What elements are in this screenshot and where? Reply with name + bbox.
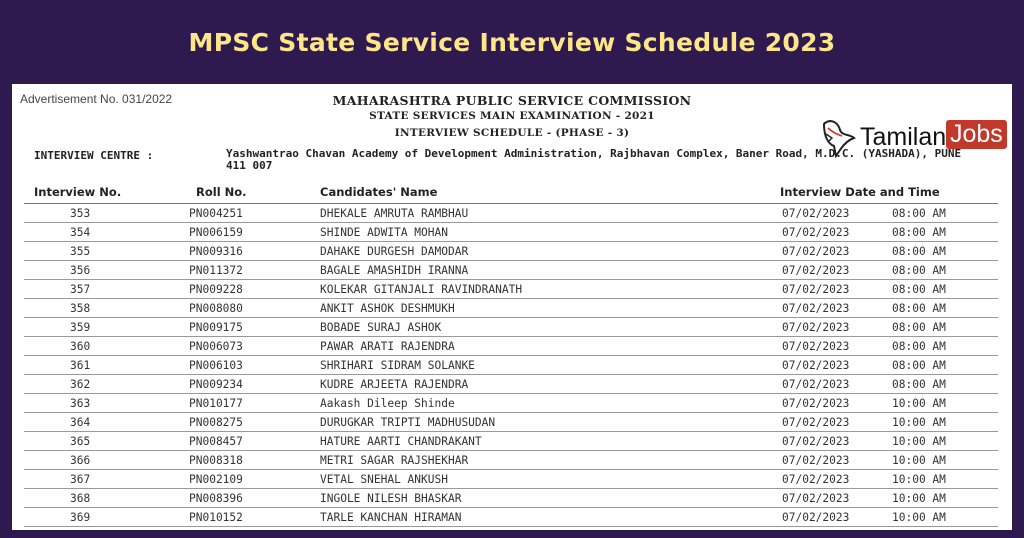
cell-roll-no: PN008318 [189, 454, 243, 467]
table-row [12, 204, 1012, 223]
cell-roll-no: PN008275 [189, 416, 243, 429]
cell-roll-no: PN009175 [189, 321, 243, 334]
cell-roll-no: PN004251 [189, 207, 243, 220]
cell-interview-no: 365 [70, 435, 91, 448]
table-row [12, 413, 1012, 432]
cell-roll-no: PN009316 [189, 245, 243, 258]
cell-interview-time: 10:00 AM [892, 397, 946, 410]
cell-candidate-name: Aakash Dileep Shinde [320, 397, 455, 410]
cell-interview-date: 07/02/2023 [782, 321, 850, 334]
cell-interview-no: 357 [70, 283, 91, 296]
table-header [12, 182, 1012, 204]
header-candidate-name: Candidates' Name [320, 185, 438, 199]
table-row [12, 337, 1012, 356]
interview-centre-address: Yashwantrao Chavan Academy of Development Administration, Rajbhavan Complex, Baner Road, M.D.C. (YASHADA), PUNE 411 007 [226, 147, 962, 172]
cell-interview-date: 07/02/2023 [782, 302, 850, 315]
cell-interview-time: 08:00 AM [892, 378, 946, 391]
cell-candidate-name: VETAL SNEHAL ANKUSH [320, 473, 448, 486]
table-row [12, 375, 1012, 394]
cell-interview-no: 354 [70, 226, 91, 239]
schedule-heading: INTERVIEW SCHEDULE - (PHASE - 3) [394, 127, 630, 139]
cell-candidate-name: METRI SAGAR RAJSHEKHAR [320, 454, 469, 467]
cell-candidate-name: PAWAR ARATI RAJENDRA [320, 340, 455, 353]
cell-interview-no: 355 [70, 245, 91, 258]
cell-interview-no: 367 [70, 473, 91, 486]
cell-interview-time: 08:00 AM [892, 207, 946, 220]
cell-interview-date: 07/02/2023 [782, 207, 850, 220]
cell-interview-date: 07/02/2023 [782, 492, 850, 505]
cell-candidate-name: KUDRE ARJEETA RAJENDRA [320, 378, 469, 391]
cell-interview-date: 07/02/2023 [782, 454, 850, 467]
cell-candidate-name: BAGALE AMASHIDH IRANNA [320, 264, 469, 277]
cell-interview-time: 08:00 AM [892, 283, 946, 296]
table-row [12, 299, 1012, 318]
header-date-time: Interview Date and Time [780, 185, 940, 199]
table-row [12, 508, 1012, 527]
schedule-document [12, 84, 1012, 530]
header-roll-no: Roll No. [196, 185, 247, 199]
cell-interview-date: 07/02/2023 [782, 378, 850, 391]
cell-candidate-name: SHRIHARI SIDRAM SOLANKE [320, 359, 475, 372]
cell-interview-date: 07/02/2023 [782, 283, 850, 296]
cell-roll-no: PN008396 [189, 492, 243, 505]
cell-interview-no: 363 [70, 397, 91, 410]
cell-interview-time: 10:00 AM [892, 454, 946, 467]
cell-interview-time: 10:00 AM [892, 435, 946, 448]
cell-candidate-name: DAHAKE DURGESH DAMODAR [320, 245, 469, 258]
cell-candidate-name: HATURE AARTI CHANDRAKANT [320, 435, 482, 448]
commission-heading: MAHARASHTRA PUBLIC SERVICE COMMISSION [332, 93, 692, 108]
cell-interview-no: 364 [70, 416, 91, 429]
cell-roll-no: PN010177 [189, 397, 243, 410]
cell-candidate-name: TARLE KANCHAN HIRAMAN [320, 511, 462, 524]
cell-interview-time: 08:00 AM [892, 264, 946, 277]
logo-accent-text: Jobs [946, 120, 1007, 149]
table-row [12, 356, 1012, 375]
cell-candidate-name: ANKIT ASHOK DESHMUKH [320, 302, 455, 315]
schedule-table-body [12, 204, 1012, 527]
cell-interview-date: 07/02/2023 [782, 245, 850, 258]
cell-candidate-name: DHEKALE AMRUTA RAMBHAU [320, 207, 469, 220]
cell-interview-no: 362 [70, 378, 91, 391]
cell-interview-no: 353 [70, 207, 91, 220]
cell-roll-no: PN008457 [189, 435, 243, 448]
exam-heading: STATE SERVICES MAIN EXAMINATION - 2021 [369, 110, 655, 122]
cell-interview-no: 369 [70, 511, 91, 524]
cell-roll-no: PN008080 [189, 302, 243, 315]
cell-interview-no: 368 [70, 492, 91, 505]
cell-interview-time: 08:00 AM [892, 302, 946, 315]
cell-roll-no: PN009228 [189, 283, 243, 296]
cell-interview-time: 08:00 AM [892, 245, 946, 258]
table-row [12, 394, 1012, 413]
cell-roll-no: PN006073 [189, 340, 243, 353]
table-row [12, 470, 1012, 489]
table-row [12, 318, 1012, 337]
cell-roll-no: PN009234 [189, 378, 243, 391]
cell-interview-no: 358 [70, 302, 91, 315]
cell-interview-date: 07/02/2023 [782, 435, 850, 448]
cell-interview-no: 359 [70, 321, 91, 334]
cell-interview-time: 10:00 AM [892, 473, 946, 486]
cell-candidate-name: DURUGKAR TRIPTI MADHUSUDAN [320, 416, 496, 429]
cell-interview-date: 07/02/2023 [782, 226, 850, 239]
cell-interview-time: 10:00 AM [892, 492, 946, 505]
header-interview-no: Interview No. [34, 185, 122, 199]
cell-interview-no: 366 [70, 454, 91, 467]
cell-interview-date: 07/02/2023 [782, 340, 850, 353]
cell-interview-date: 07/02/2023 [782, 416, 850, 429]
cell-interview-no: 361 [70, 359, 91, 372]
cell-roll-no: PN002109 [189, 473, 243, 486]
logo-brand-text: Tamilan [860, 123, 947, 151]
cell-interview-time: 10:00 AM [892, 511, 946, 524]
cell-interview-date: 07/02/2023 [782, 359, 850, 372]
table-row [12, 242, 1012, 261]
table-row [12, 223, 1012, 242]
advertisement-number: Advertisement No. 031/2022 [20, 92, 173, 106]
cell-roll-no: PN010152 [189, 511, 243, 524]
cell-interview-time: 08:00 AM [892, 340, 946, 353]
cell-roll-no: PN006103 [189, 359, 243, 372]
row-divider [24, 526, 998, 527]
interview-centre-label: INTERVIEW CENTRE : [34, 149, 154, 162]
cell-interview-time: 08:00 AM [892, 226, 946, 239]
cell-interview-date: 07/02/2023 [782, 264, 850, 277]
cell-candidate-name: KOLEKAR GITANJALI RAVINDRANATH [320, 283, 523, 296]
cell-interview-time: 08:00 AM [892, 321, 946, 334]
cell-interview-no: 360 [70, 340, 91, 353]
cell-roll-no: PN006159 [189, 226, 243, 239]
cell-candidate-name: INGOLE NILESH BHASKAR [320, 492, 462, 505]
page-title: MPSC State Service Interview Schedule 2023 [188, 28, 836, 57]
cell-candidate-name: BOBADE SURAJ ASHOK [320, 321, 442, 334]
cell-interview-date: 07/02/2023 [782, 473, 850, 486]
table-row [12, 432, 1012, 451]
cell-interview-date: 07/02/2023 [782, 397, 850, 410]
cell-roll-no: PN011372 [189, 264, 243, 277]
table-row [12, 280, 1012, 299]
cell-interview-date: 07/02/2023 [782, 511, 850, 524]
table-row [12, 489, 1012, 508]
table-row [12, 451, 1012, 470]
cell-interview-no: 356 [70, 264, 91, 277]
cell-interview-time: 08:00 AM [892, 359, 946, 372]
cell-candidate-name: SHINDE ADWITA MOHAN [320, 226, 448, 239]
cell-interview-time: 10:00 AM [892, 416, 946, 429]
table-row [12, 261, 1012, 280]
